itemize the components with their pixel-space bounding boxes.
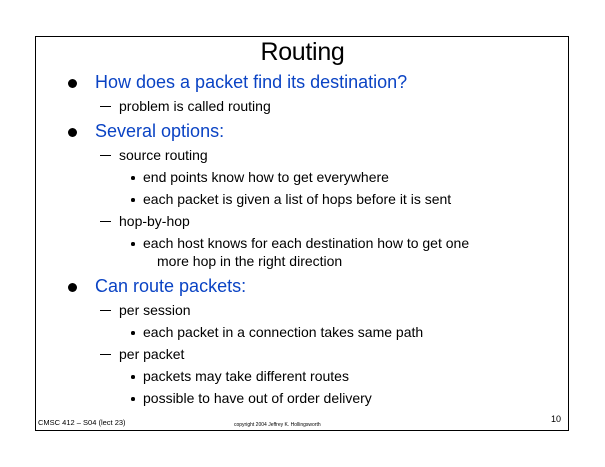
footer-course: CMSC 412 – S04 (lect 23) — [38, 418, 126, 427]
sub-bullet-dot — [131, 176, 135, 180]
bullet-heading-2: Several options: — [95, 121, 225, 141]
sub-sub-item: each packet in a connection takes same path — [143, 324, 424, 340]
sub-bullet-dot — [131, 397, 135, 401]
dash-marker — [100, 155, 111, 156]
sub-sub-item: each host knows for each destination how to get one — [143, 235, 470, 251]
sub-bullet-dot — [131, 198, 135, 202]
sub-bullet-dot — [131, 242, 135, 246]
bullet-dot — [68, 79, 77, 88]
bullet-dot — [68, 128, 77, 137]
sub-item: source routing — [119, 147, 208, 163]
sub-sub-item: possible to have out of order delivery — [143, 390, 372, 406]
sub-bullet-dot — [131, 331, 135, 335]
dash-marker — [100, 106, 111, 107]
sub-sub-item-continued: more hop in the right direction — [157, 253, 343, 269]
footer-copyright: copyright 2004 Jeffrey K. Hollingsworth — [234, 422, 321, 428]
sub-sub-item: each packet is given a list of hops before it is sent — [143, 191, 452, 207]
slide-title: Routing — [260, 38, 345, 66]
sub-bullet-dot — [131, 375, 135, 379]
sub-item: per packet — [119, 346, 185, 362]
sub-sub-item: end points know how to get everywhere — [143, 169, 389, 185]
dash-marker — [100, 310, 111, 311]
bullet-dot — [68, 283, 77, 292]
sub-item: hop-by-hop — [119, 213, 190, 229]
sub-item: problem is called routing — [119, 98, 271, 114]
dash-marker — [100, 354, 111, 355]
bullet-heading-1: How does a packet find its destination? — [95, 72, 408, 92]
bullet-heading-3: Can route packets: — [95, 276, 247, 296]
dash-marker — [100, 221, 111, 222]
page-number: 10 — [551, 414, 562, 424]
sub-item: per session — [119, 302, 191, 318]
sub-sub-item: packets may take different routes — [143, 368, 349, 384]
